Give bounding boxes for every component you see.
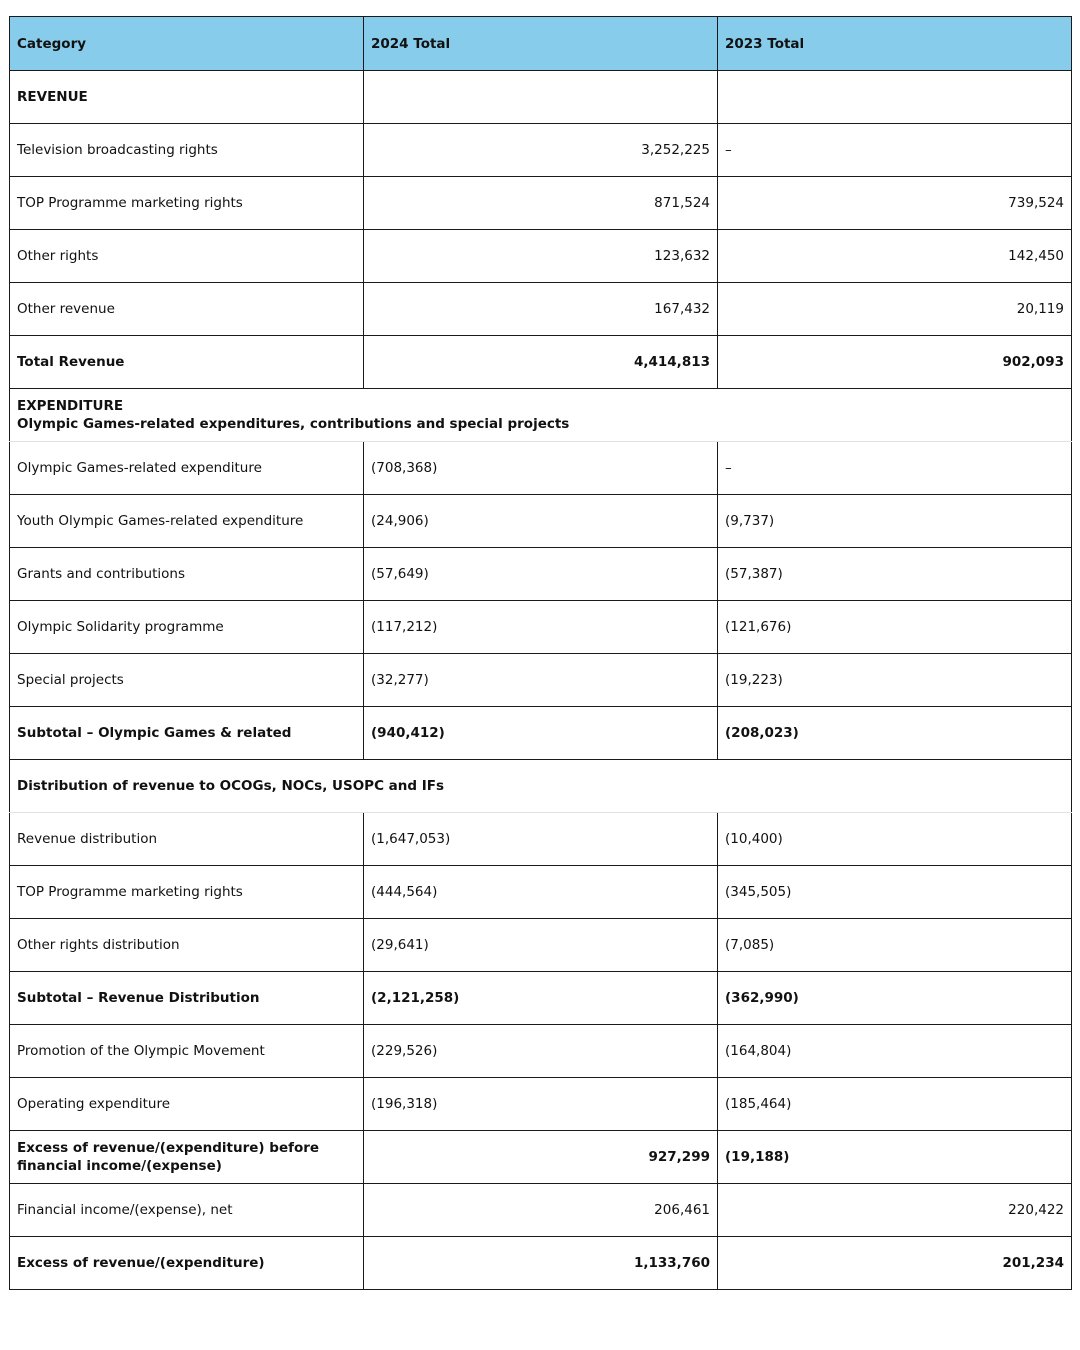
table-row — [10, 1025, 1072, 1078]
value-2023: (7,085) — [718, 919, 1072, 972]
row-label: Olympic Solidarity programme — [10, 601, 364, 654]
value-2023: (9,737) — [718, 495, 1072, 548]
excess-before-financial-row — [10, 1131, 1072, 1184]
value-2024: 206,461 — [364, 1184, 718, 1237]
revenue-section-label: REVENUE — [10, 71, 364, 124]
table-row — [10, 548, 1072, 601]
table-row — [10, 124, 1072, 177]
value-2023: (10,400) — [718, 813, 1072, 866]
value-2024: (940,412) — [364, 707, 718, 760]
value-2024: (57,649) — [364, 548, 718, 601]
distribution-section-row — [10, 760, 1072, 813]
financial-income-row — [10, 1184, 1072, 1237]
value-2023: (208,023) — [718, 707, 1072, 760]
value-2024: (2,121,258) — [364, 972, 718, 1025]
row-label: Revenue distribution — [10, 813, 364, 866]
row-label: Total Revenue — [10, 336, 364, 389]
expenditure-section-row — [10, 389, 1072, 442]
value-2024: (229,526) — [364, 1025, 718, 1078]
value-2023: (164,804) — [718, 1025, 1072, 1078]
value-2023: 20,119 — [718, 283, 1072, 336]
value-2024: 4,414,813 — [364, 336, 718, 389]
value-2024: 927,299 — [364, 1131, 718, 1184]
row-label: Subtotal – Olympic Games & related — [10, 707, 364, 760]
row-label: Financial income/(expense), net — [10, 1184, 364, 1237]
row-label: Other rights distribution — [10, 919, 364, 972]
revenue-section-row — [10, 71, 1072, 124]
value-2024: (1,647,053) — [364, 813, 718, 866]
row-label: Other revenue — [10, 283, 364, 336]
row-label: Grants and contributions — [10, 548, 364, 601]
empty-cell — [718, 71, 1072, 124]
value-2024: (24,906) — [364, 495, 718, 548]
value-2023: (345,505) — [718, 866, 1072, 919]
row-label: Excess of revenue/(expenditure) — [10, 1237, 364, 1290]
value-2023: (57,387) — [718, 548, 1072, 601]
value-2023: 201,234 — [718, 1237, 1072, 1290]
distribution-section-label: Distribution of revenue to OCOGs, NOCs, USOPC and IFs — [10, 760, 1072, 813]
value-2023: (19,223) — [718, 654, 1072, 707]
header-2024-total: 2024 Total — [364, 17, 718, 71]
value-2024: (708,368) — [364, 442, 718, 495]
value-2023: 220,422 — [718, 1184, 1072, 1237]
value-2024: 1,133,760 — [364, 1237, 718, 1290]
header-2023-total: 2023 Total — [718, 17, 1072, 71]
value-2024: 871,524 — [364, 177, 718, 230]
empty-cell — [364, 71, 718, 124]
expenditure-section-header — [10, 389, 1072, 442]
row-label: TOP Programme marketing rights — [10, 866, 364, 919]
subtotal-distribution-row — [10, 972, 1072, 1025]
value-2023: – — [718, 124, 1072, 177]
row-label: Youth Olympic Games-related expenditure — [10, 495, 364, 548]
row-label: Television broadcasting rights — [10, 124, 364, 177]
expenditure-subsection-label: Olympic Games-related expenditures, contributions and special projects — [17, 416, 570, 432]
value-2023: (362,990) — [718, 972, 1072, 1025]
table-row — [10, 919, 1072, 972]
row-label: TOP Programme marketing rights — [10, 177, 364, 230]
value-2023: 902,093 — [718, 336, 1072, 389]
value-2023: 142,450 — [718, 230, 1072, 283]
value-2023: – — [718, 442, 1072, 495]
row-label: Olympic Games-related expenditure — [10, 442, 364, 495]
value-2023: (185,464) — [718, 1078, 1072, 1131]
row-label: Excess of revenue/(expenditure) before financial income/(expense) — [10, 1131, 364, 1184]
table-row — [10, 601, 1072, 654]
row-label: Other rights — [10, 230, 364, 283]
value-2023: (121,676) — [718, 601, 1072, 654]
value-2024: 3,252,225 — [364, 124, 718, 177]
row-label: Special projects — [10, 654, 364, 707]
table-row — [10, 230, 1072, 283]
table-row — [10, 177, 1072, 230]
row-label: Subtotal – Revenue Distribution — [10, 972, 364, 1025]
value-2024: (29,641) — [364, 919, 718, 972]
table-row — [10, 866, 1072, 919]
table-row — [10, 283, 1072, 336]
header-category: Category — [10, 17, 364, 71]
table-row — [10, 654, 1072, 707]
row-label: Promotion of the Olympic Movement — [10, 1025, 364, 1078]
excess-row — [10, 1237, 1072, 1290]
value-2023: (19,188) — [718, 1131, 1072, 1184]
value-2024: 123,632 — [364, 230, 718, 283]
expenditure-section-label: EXPENDITURE — [17, 398, 124, 414]
subtotal-olympic-row — [10, 707, 1072, 760]
value-2024: (196,318) — [364, 1078, 718, 1131]
value-2023: 739,524 — [718, 177, 1072, 230]
value-2024: (444,564) — [364, 866, 718, 919]
financial-statement-table — [9, 16, 1072, 1290]
row-label: Operating expenditure — [10, 1078, 364, 1131]
table-row — [10, 442, 1072, 495]
table-header-row — [10, 17, 1072, 71]
table-row — [10, 495, 1072, 548]
table-row — [10, 813, 1072, 866]
table-row — [10, 1078, 1072, 1131]
value-2024: 167,432 — [364, 283, 718, 336]
total-revenue-row — [10, 336, 1072, 389]
value-2024: (117,212) — [364, 601, 718, 654]
value-2024: (32,277) — [364, 654, 718, 707]
